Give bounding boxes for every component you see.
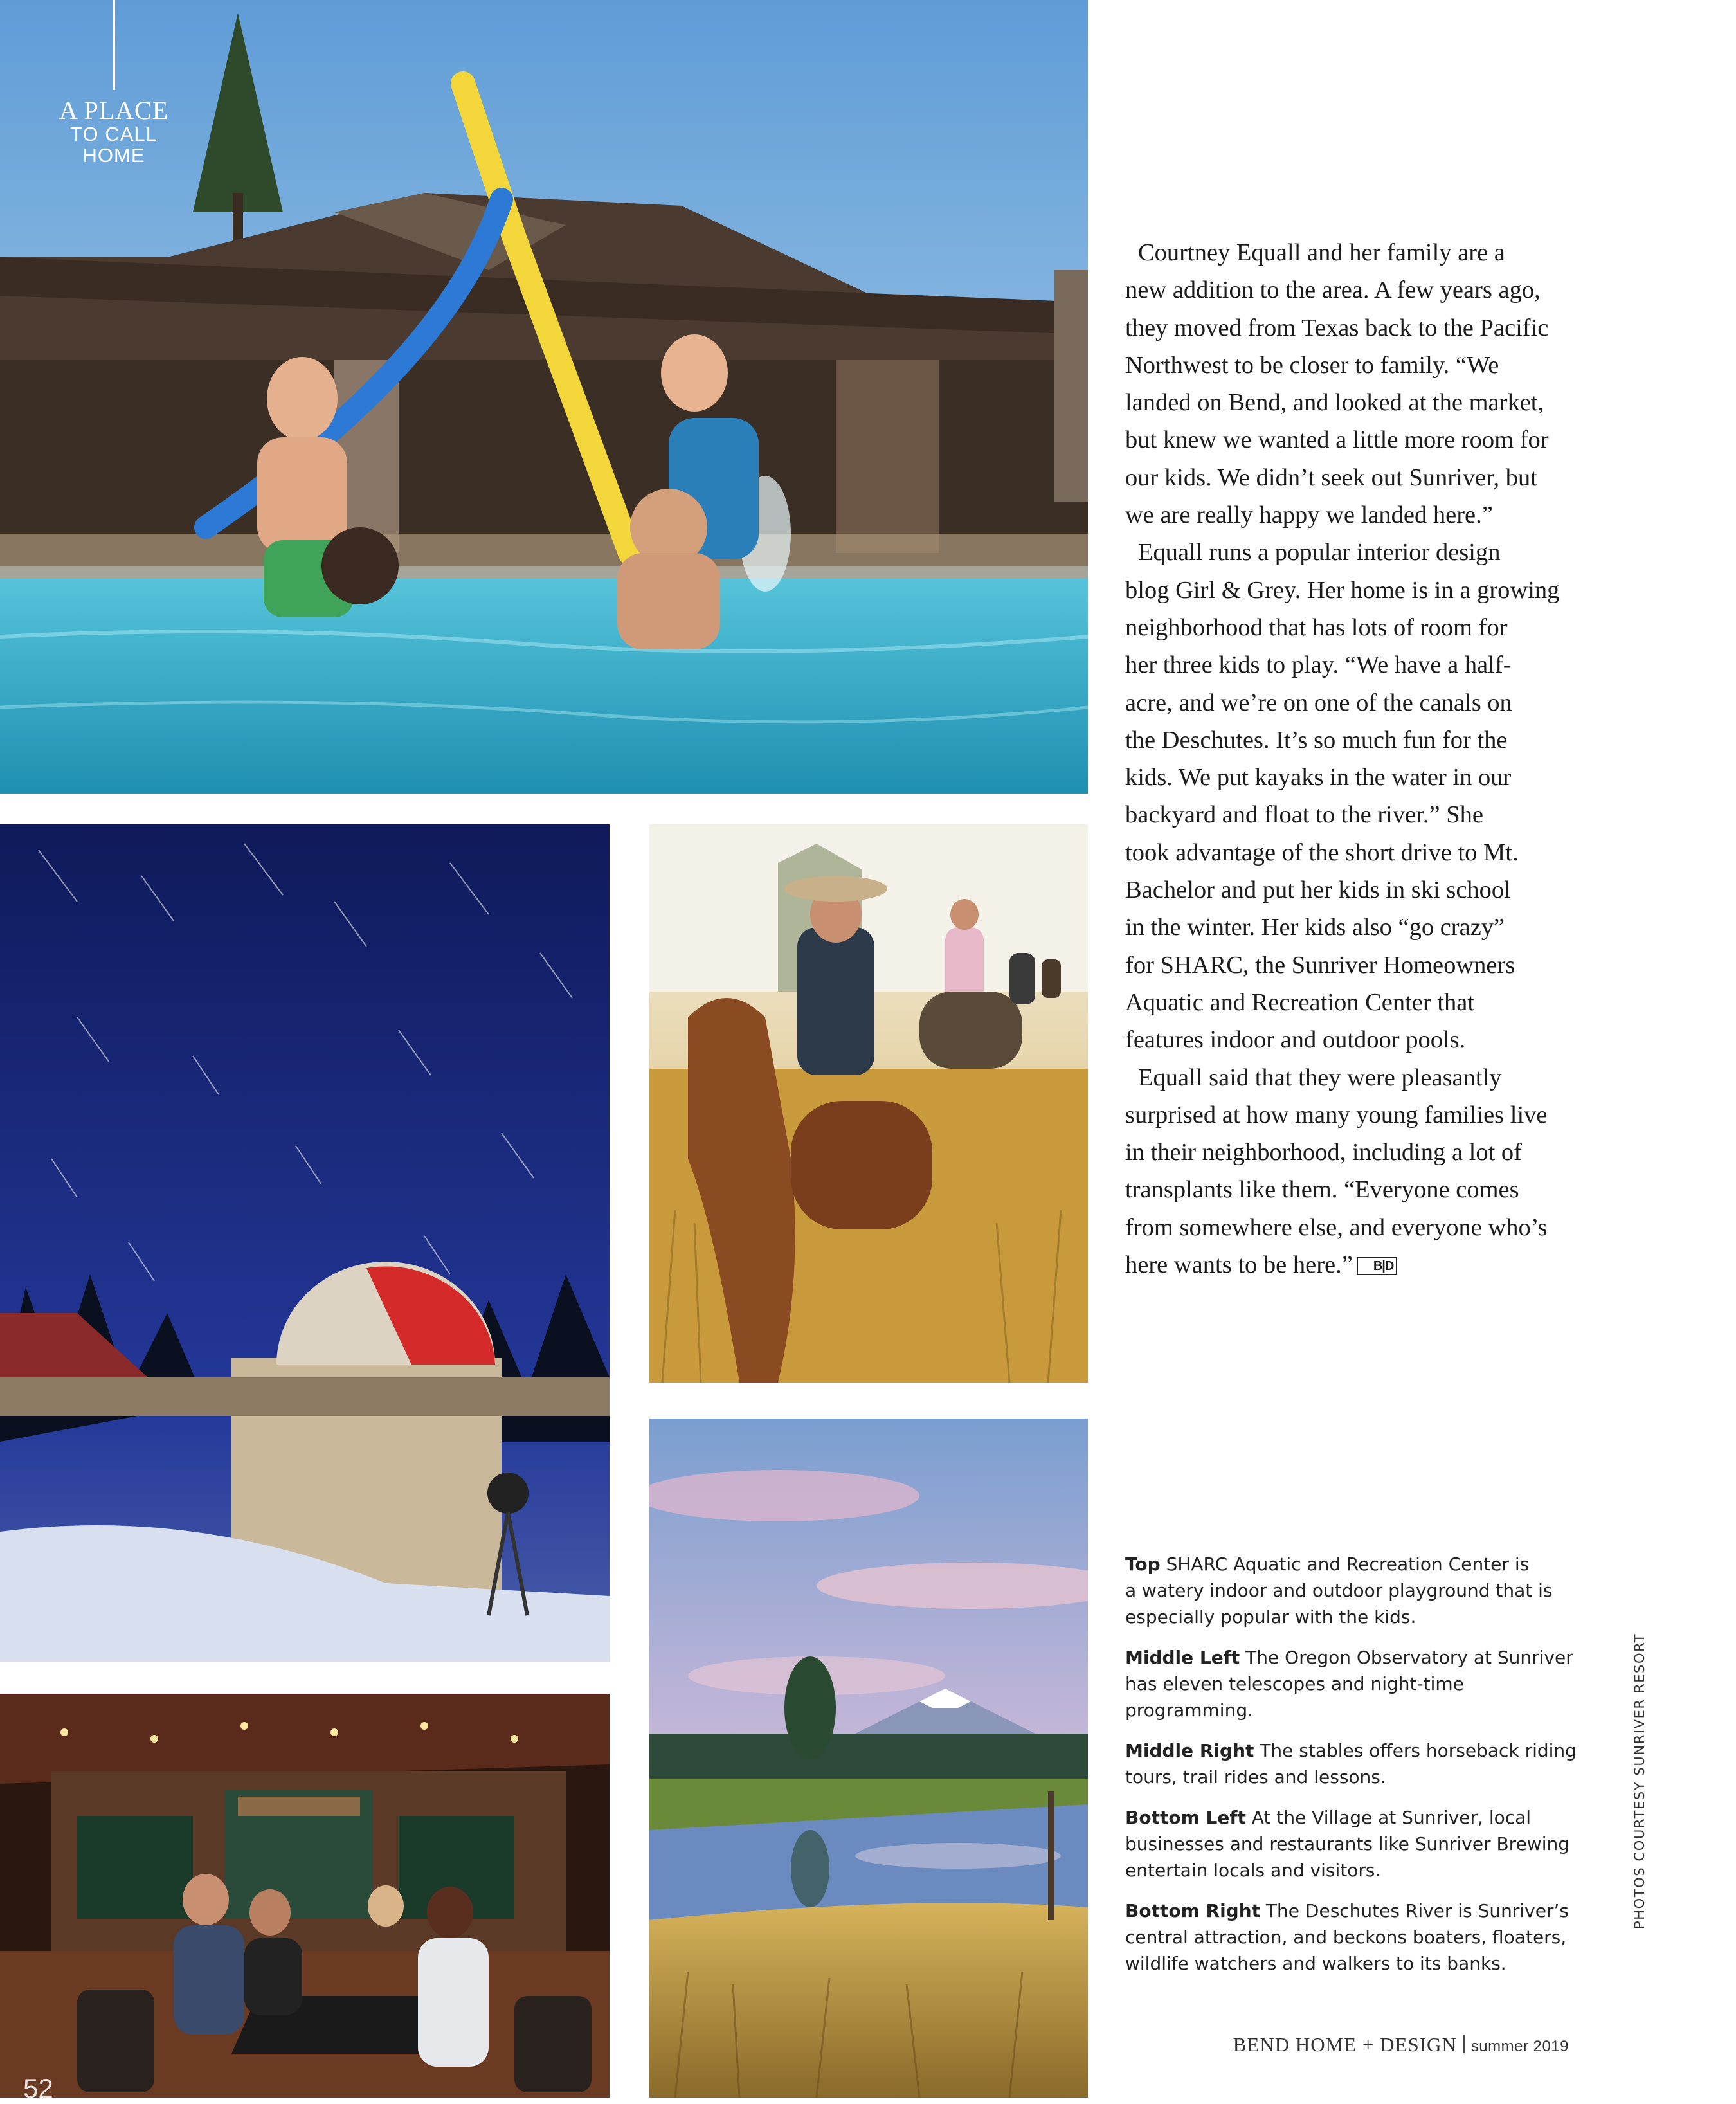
caption-lead: Top [1125,1554,1161,1575]
photo-deschutes-river [649,1419,1088,2098]
caption-bottom-right [1125,1898,1588,1977]
caption-text: The Oregon Observatory at Sunriver has eleven telescopes and night-time programming. [1125,1647,1573,1721]
caption-text: SHARC Aquatic and Recreation Center is a watery indoor and outdoor playground that is especially popular with the kids. [1125,1554,1553,1628]
article-paragraph: Equall runs a popular interior design blog Girl & Grey. Her home is in a growing neighborhood that has lots of room for her three kids to play. “We have a half- acre, and we’re on one of the canals on the Deschutes. It’s so much fun for the kids. We put kayaks in the water in our backyard and float to the river.” She took advantage of the short drive to Mt. Bachelor and put her kids in ski school in the winter. Her kids also “go crazy” for SHARC, the Sunriver Homeowners Aquatic and Recreation Center that features indoor and outdoor pools. [1125,539,1560,1054]
photo-captions [1125,1551,1588,1991]
section-tag-line2: TO CALL [70,123,158,145]
photo-horseback-riding [649,824,1088,1383]
caption-text: The Deschutes River is Sunriver’s central attraction, and beckons boaters, floaters, wildlife watchers and walkers to its banks. [1125,1900,1569,1974]
article-paragraph: Courtney Equall and her family are a new addition to the area. A few years ago, they moved from Texas back to the Pacific Northwest to be closer to family. “We landed on Bend, and looked at the market, but knew we wanted a little more room for our kids. We didn’t seek out Sunriver, but we are really happy we landed here.” [1125,239,1549,529]
magazine-name: BEND HOME + DESIGN [1233,2033,1457,2056]
section-tag [53,0,175,166]
page-number: 52 [23,2073,53,2103]
article-paragraph-text: Equall said that they were pleasantly surprised at how many young families live in their neighborhood, including a lot of transplants like them. “Everyone comes from somewhere else, and everyone who’s here wants to be here.” [1125,1064,1548,1279]
issue-date: summer 2019 [1470,2038,1569,2055]
caption-lead: Bottom Right [1125,1900,1261,1921]
section-tag-rule [113,0,115,90]
caption-lead: Bottom Left [1125,1807,1246,1828]
photo-credit: PHOTOS COURTESY SUNRIVER RESORT [1632,1633,1647,1929]
article-paragraph [1125,1059,1588,1284]
caption-lead: Middle Left [1125,1647,1240,1668]
caption-text: The stables offers horseback riding tours, trail rides and lessons. [1125,1740,1577,1788]
end-mark-icon: B|D [1357,1257,1397,1275]
caption-lead: Middle Right [1125,1740,1254,1761]
section-tag-line1: A PLACE [59,96,169,125]
article-body [1125,234,1588,1283]
section-tag-line3: HOME [82,144,145,167]
caption-middle-right [1125,1737,1588,1790]
footer-divider [1463,2035,1465,2053]
caption-text: At the Village at Sunriver, local businesses and restaurants like Sunriver Brewing entertain locals and visitors. [1125,1807,1570,1881]
photo-observatory [0,824,610,1662]
caption-bottom-left [1125,1804,1588,1883]
caption-middle-left [1125,1644,1588,1723]
photo-sunriver-brewing [0,1694,610,2098]
page-footer [1233,2033,1569,2056]
caption-top [1125,1551,1588,1630]
